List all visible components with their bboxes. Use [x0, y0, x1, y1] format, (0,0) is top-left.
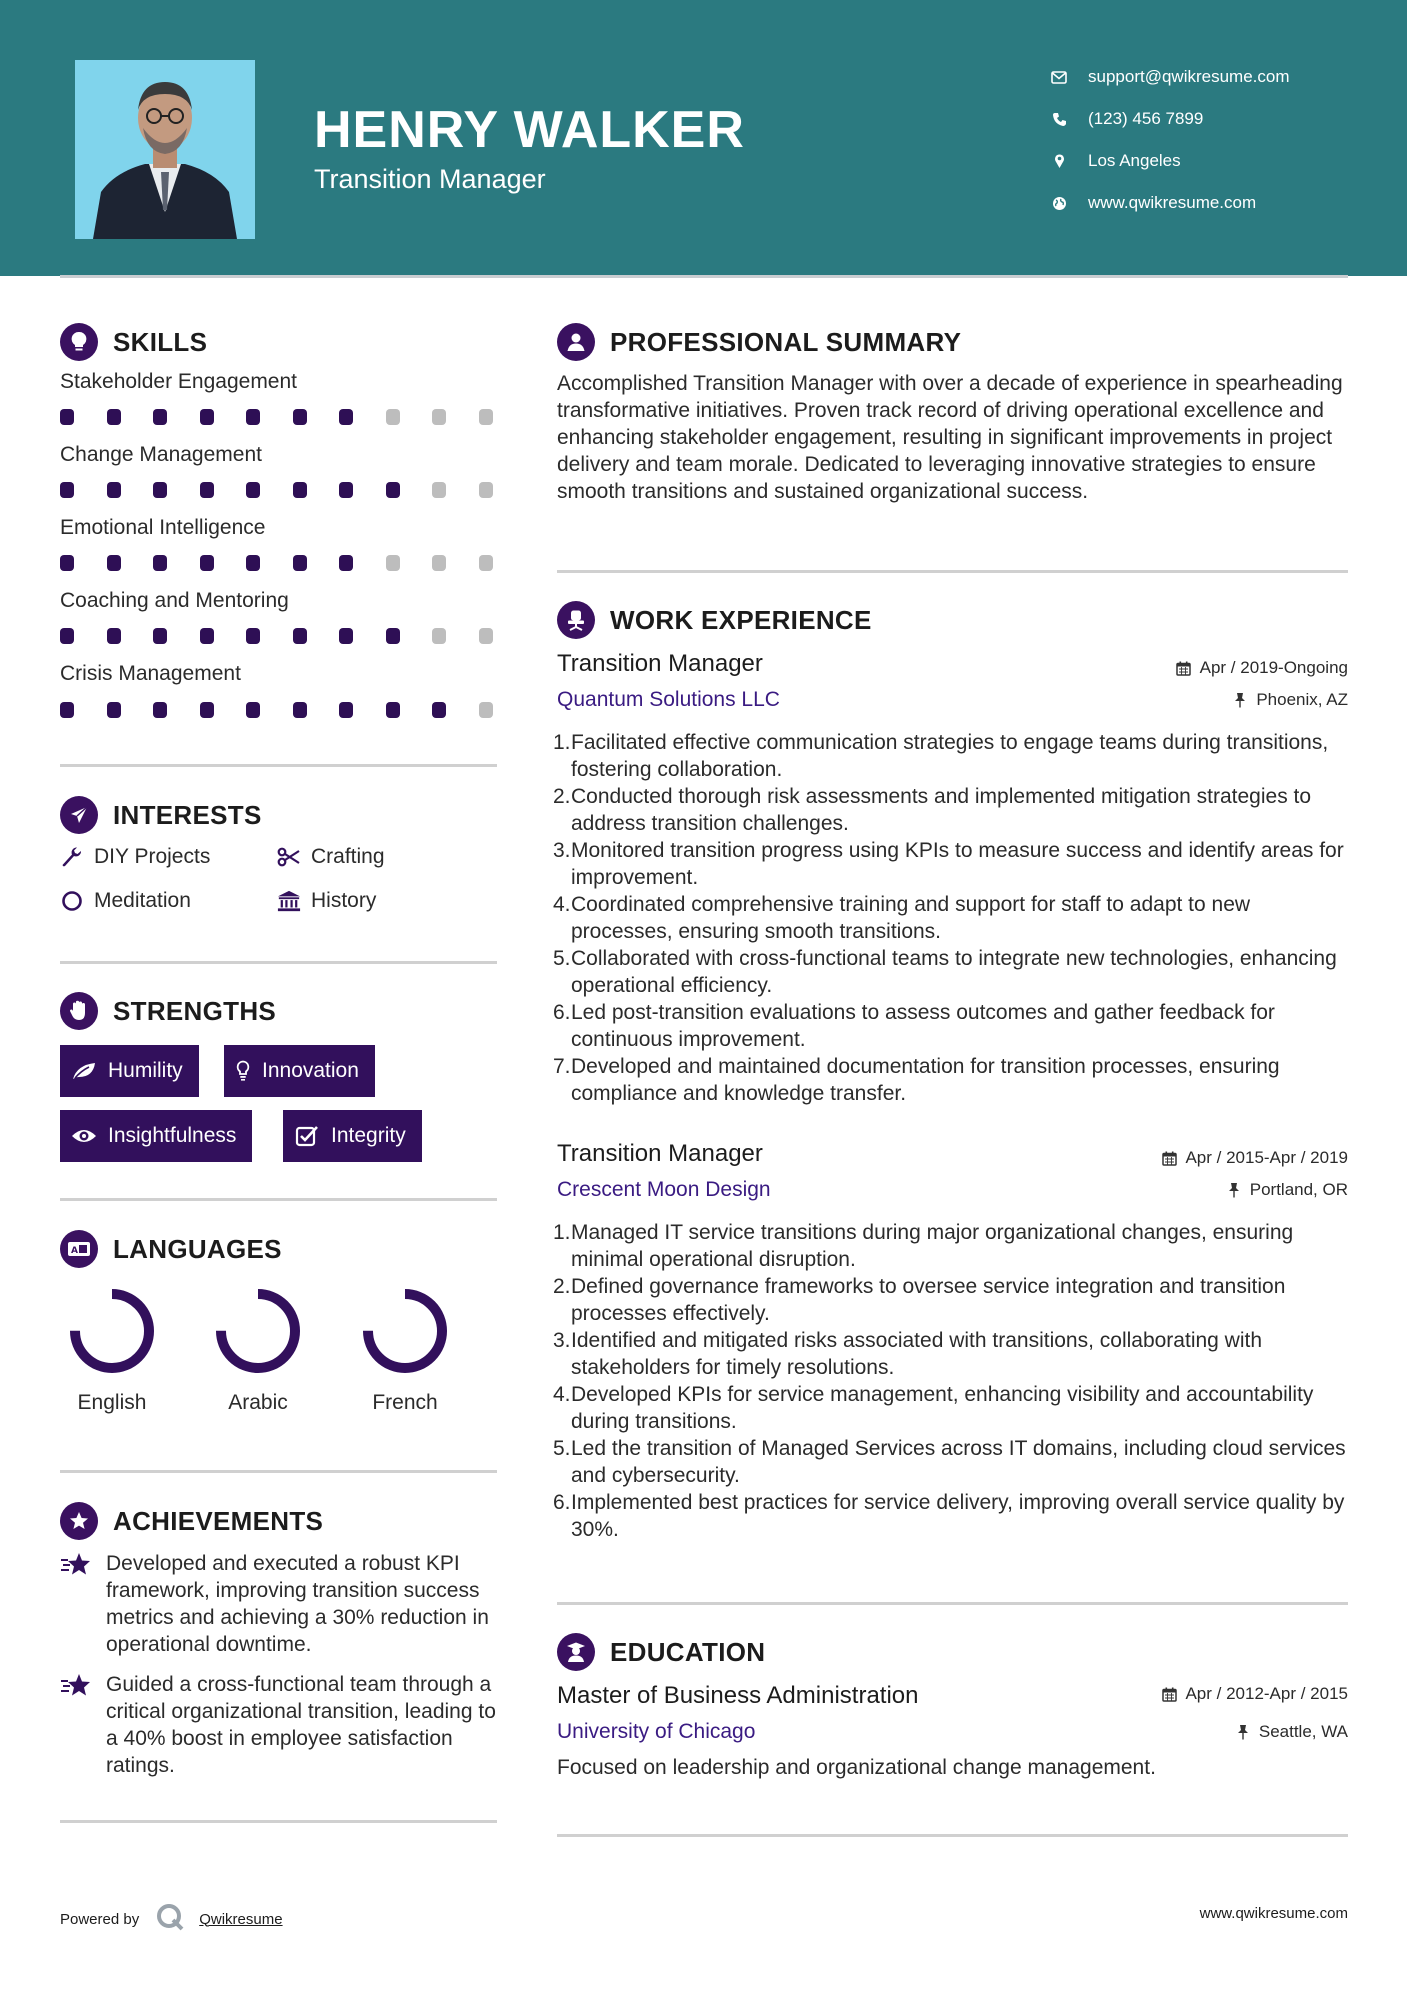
leaf-icon — [70, 1059, 98, 1083]
qwikresume-link[interactable]: Qwikresume — [199, 1910, 283, 1928]
rating-dot-filled — [339, 409, 353, 425]
education-dates-text: Apr / 2012-Apr / 2015 — [1185, 1684, 1348, 1703]
rating-dot-filled — [246, 409, 260, 425]
interest-item — [60, 889, 191, 913]
rating-dot-filled — [339, 482, 353, 498]
skills-heading — [60, 323, 207, 361]
interest-item — [277, 845, 385, 869]
rating-dot-filled — [200, 482, 214, 498]
duty-item — [553, 837, 1347, 891]
rating-dot-empty — [479, 702, 493, 718]
achievement-text: Developed and executed a robust KPI framework, improving transition success metrics and achieving a 30% reduction in operational downtime. — [106, 1552, 489, 1656]
rating-dot-filled — [60, 409, 74, 425]
rating-dot-filled — [293, 702, 307, 718]
duty-item — [553, 891, 1347, 945]
duty-text: Conducted thorough risk assessments and implemented mitigation strategies to address transition challenges. — [571, 785, 1312, 835]
education-description: Focused on leadership and organizational change management. — [557, 1756, 1156, 1779]
duty-text: Collaborated with cross-functional teams to integrate new technologies, enhancing operational efficiency. — [571, 947, 1337, 997]
job-dates — [1176, 658, 1348, 678]
strength-label: Insightfulness — [108, 1124, 237, 1147]
duty-item — [553, 945, 1347, 999]
duty-text: Identified and mitigated risks associated with transitions, collaborating with stakeholders for timely resolutions. — [571, 1329, 1263, 1379]
education-school: University of Chicago — [557, 1720, 756, 1743]
language-item — [345, 1285, 465, 1415]
interest-label: Crafting — [311, 845, 385, 868]
contact-list — [1050, 56, 1290, 224]
lightbulb-icon — [60, 323, 98, 361]
section-divider — [60, 1198, 497, 1201]
eye-icon — [70, 1124, 98, 1148]
language-level-arc — [221, 1294, 295, 1368]
lightbulb-icon — [234, 1059, 252, 1083]
achievements-title: ACHIEVEMENTS — [113, 1505, 324, 1536]
rating-dot-filled — [107, 482, 121, 498]
contact-website[interactable] — [1050, 182, 1290, 224]
header-divider — [60, 275, 1348, 278]
job-location — [1232, 690, 1348, 710]
rating-dot-filled — [339, 555, 353, 571]
rating-dot-filled — [246, 482, 260, 498]
strengths-title: STRENGTHS — [113, 995, 277, 1026]
skill-rating — [60, 555, 525, 571]
rating-dot-filled — [107, 628, 121, 644]
duty-number: 1. — [553, 1221, 571, 1244]
scissors-icon — [277, 845, 301, 869]
language-label: French — [372, 1391, 438, 1414]
education-location — [1235, 1722, 1348, 1742]
museum-icon — [277, 889, 301, 913]
rating-dot-empty — [386, 409, 400, 425]
languages-title: LANGUAGES — [113, 1233, 282, 1264]
duty-text: Implemented best practices for service delivery, improving overall service quality by 30%. — [571, 1491, 1345, 1541]
star-icon — [60, 1671, 94, 1701]
duty-number: 5. — [553, 947, 571, 970]
duty-number: 2. — [553, 785, 571, 808]
rating-dot-filled — [107, 702, 121, 718]
duty-text: Monitored transition progress using KPIs to measure success and identify areas for improvement. — [571, 839, 1344, 889]
star-icon — [60, 1550, 94, 1580]
rating-dot-filled — [153, 482, 167, 498]
svg-text:A: A — [71, 1246, 79, 1256]
languages-heading — [60, 1230, 282, 1268]
phone-icon — [1050, 110, 1068, 128]
rating-dot-filled — [339, 702, 353, 718]
rating-dot-filled — [293, 628, 307, 644]
language-label: English — [77, 1391, 147, 1414]
job-location — [1226, 1180, 1348, 1200]
rating-dot-empty — [432, 555, 446, 571]
rating-dot-filled — [200, 628, 214, 644]
profile-photo — [75, 60, 255, 239]
language-ring — [66, 1285, 158, 1377]
candidate-name: HENRY WALKER — [314, 101, 745, 159]
achievements-heading — [60, 1502, 323, 1540]
interest-label: DIY Projects — [94, 845, 211, 868]
powered-by-label: Powered by — [60, 1910, 140, 1928]
rating-dot-filled — [293, 555, 307, 571]
job-location-text: Portland, OR — [1249, 1180, 1348, 1199]
rating-dot-empty — [432, 482, 446, 498]
contact-email[interactable] — [1050, 56, 1290, 98]
skill-name: Stakeholder Engagement — [60, 370, 297, 393]
contact-email-text: support@qwikresume.com — [1088, 67, 1290, 86]
language-level-arc — [368, 1294, 442, 1368]
duty-text: Facilitated effective communication strategies to engage teams during transitions, fostering collaboration. — [571, 731, 1329, 781]
rating-dot-filled — [246, 702, 260, 718]
strength-badge — [224, 1045, 375, 1097]
rating-dot-empty — [432, 409, 446, 425]
duty-item — [553, 1053, 1347, 1107]
rating-dot-filled — [107, 409, 121, 425]
duty-number: 7. — [553, 1055, 571, 1078]
duty-number: 1. — [553, 731, 571, 754]
education-degree: Master of Business Administration — [557, 1682, 919, 1709]
interests-heading — [60, 796, 262, 834]
duty-item — [553, 1327, 1347, 1381]
skill-name: Emotional Intelligence — [60, 516, 266, 539]
experience-title: WORK EXPERIENCE — [610, 604, 872, 635]
language-ring — [359, 1285, 451, 1377]
job-duties-list — [553, 729, 1347, 1107]
duty-number: 6. — [553, 1001, 571, 1024]
duty-item — [553, 783, 1347, 837]
rating-dot-filled — [60, 702, 74, 718]
circle-icon — [60, 889, 84, 913]
education-dates — [1161, 1684, 1348, 1704]
rating-dot-filled — [432, 702, 446, 718]
strengths-heading — [60, 992, 276, 1030]
graduate-icon — [557, 1633, 595, 1671]
job-title: Transition Manager — [557, 650, 763, 677]
duty-item — [553, 729, 1347, 783]
achievement-text: Guided a cross-functional team through a critical organizational transition, leading to a 40% boost in employee satisfaction ratings. — [106, 1673, 496, 1777]
strength-badge — [283, 1110, 422, 1162]
job-dates-text: Apr / 2019-Ongoing — [1199, 658, 1348, 677]
job-title: Transition Manager — [557, 1140, 763, 1167]
rating-dot-filled — [246, 628, 260, 644]
duty-text: Developed KPIs for service management, enhancing visibility and accountability during transitions. — [571, 1383, 1314, 1433]
duty-number: 5. — [553, 1437, 571, 1460]
skill-rating — [60, 702, 525, 718]
achievement-item — [60, 1550, 500, 1658]
user-icon — [557, 323, 595, 361]
rating-dot-filled — [153, 628, 167, 644]
rating-dot-filled — [200, 409, 214, 425]
education-heading — [557, 1633, 765, 1671]
summary-title: PROFESSIONAL SUMMARY — [610, 326, 962, 357]
job-location-text: Phoenix, AZ — [1256, 690, 1348, 709]
duty-text: Developed and maintained documentation for transition processes, ensuring compliance and knowledge transfer. — [571, 1055, 1280, 1105]
star-badge-icon — [60, 1502, 98, 1540]
language-item — [198, 1285, 318, 1415]
rating-dot-filled — [153, 555, 167, 571]
duty-number: 4. — [553, 893, 571, 916]
section-divider — [60, 1820, 497, 1823]
rating-dot-filled — [293, 482, 307, 498]
resume-header — [0, 0, 1407, 276]
rating-dot-empty — [479, 555, 493, 571]
section-divider — [60, 961, 497, 964]
rating-dot-filled — [200, 702, 214, 718]
duty-item — [553, 1273, 1347, 1327]
rating-dot-empty — [479, 482, 493, 498]
skill-name: Coaching and Mentoring — [60, 589, 289, 612]
pushpin-icon — [1226, 1182, 1242, 1198]
rating-dot-filled — [293, 409, 307, 425]
globe-icon — [1050, 194, 1068, 212]
duty-text: Defined governance frameworks to oversee service integration and transition processes effectively. — [571, 1275, 1286, 1325]
summary-text: Accomplished Transition Manager with over a decade of experience in spearheading transformative initiatives. Proven track record of driving operational excellence and enhancing stakeholder engagement, resulting in significant improvements in project delivery and team morale. Dedicated to leveraging innovative strategies to ensure smooth transitions and sustained organizational success. — [557, 372, 1343, 503]
skill-rating — [60, 628, 525, 644]
job-company: Quantum Solutions LLC — [557, 688, 780, 711]
interest-item — [60, 845, 210, 869]
section-divider — [557, 1834, 1348, 1837]
duty-number: 3. — [553, 839, 571, 862]
rating-dot-filled — [386, 482, 400, 498]
duty-item — [553, 1381, 1347, 1435]
rating-dot-filled — [200, 555, 214, 571]
job-duties-list — [553, 1219, 1347, 1543]
job-company: Crescent Moon Design — [557, 1178, 771, 1201]
strength-label: Humility — [108, 1059, 183, 1082]
calendar-icon — [1161, 1686, 1177, 1702]
duty-text: Managed IT service transitions during major organizational changes, ensuring minimal operational disruption. — [571, 1221, 1294, 1271]
footer-url[interactable]: www.qwikresume.com — [1199, 1905, 1348, 1922]
calendar-icon — [1176, 660, 1192, 676]
rating-dot-filled — [386, 628, 400, 644]
envelope-icon — [1050, 68, 1068, 86]
contact-website-text: www.qwikresume.com — [1088, 193, 1257, 212]
job-dates — [1161, 1148, 1348, 1168]
wrench-icon — [60, 845, 84, 869]
summary-heading — [557, 323, 961, 361]
education-location-text: Seattle, WA — [1258, 1722, 1348, 1741]
duty-number: 6. — [553, 1491, 571, 1514]
powered-by — [60, 1902, 283, 1936]
office-chair-icon — [557, 601, 595, 639]
paper-plane-icon — [60, 796, 98, 834]
section-divider — [557, 570, 1348, 573]
duty-text: Led the transition of Managed Services across IT domains, including cloud services and cybersecurity. — [571, 1437, 1346, 1487]
interest-item — [277, 889, 376, 913]
duty-text: Coordinated comprehensive training and support for staff to adapt to new processes, ensuring smooth transitions. — [571, 893, 1251, 943]
interest-label: Meditation — [94, 889, 191, 912]
strength-label: Integrity — [331, 1124, 406, 1147]
duty-number: 3. — [553, 1329, 571, 1352]
rating-dot-filled — [60, 555, 74, 571]
language-ring — [212, 1285, 304, 1377]
rating-dot-empty — [479, 409, 493, 425]
section-divider — [60, 764, 497, 767]
pushpin-icon — [1232, 692, 1248, 708]
interest-label: History — [311, 889, 377, 912]
candidate-role: Transition Manager — [314, 164, 546, 194]
rating-dot-filled — [153, 702, 167, 718]
duty-item — [553, 999, 1347, 1053]
raised-hand-icon — [60, 992, 98, 1030]
strength-label: Innovation — [262, 1059, 359, 1082]
duty-number: 2. — [553, 1275, 571, 1298]
contact-location-text: Los Angeles — [1088, 151, 1181, 170]
skill-rating — [60, 482, 525, 498]
rating-dot-filled — [153, 409, 167, 425]
section-divider — [60, 1470, 497, 1473]
job-dates-text: Apr / 2015-Apr / 2019 — [1185, 1148, 1348, 1167]
language-level-arc — [75, 1294, 149, 1368]
strength-badge — [60, 1110, 252, 1162]
duty-text: Led post-transition evaluations to assess outcomes and gather feedback for continuous improvement. — [571, 1001, 1275, 1051]
rating-dot-empty — [432, 628, 446, 644]
duty-item — [553, 1435, 1347, 1489]
contact-phone-text: (123) 456 7899 — [1088, 109, 1204, 128]
skills-title: SKILLS — [113, 326, 208, 357]
interests-title: INTERESTS — [113, 799, 262, 830]
duty-item — [553, 1489, 1347, 1543]
achievement-item — [60, 1671, 500, 1779]
language-icon — [60, 1230, 98, 1268]
experience-heading — [557, 601, 872, 639]
duty-item — [553, 1219, 1347, 1273]
calendar-icon — [1161, 1150, 1177, 1166]
map-pin-icon — [1050, 152, 1068, 170]
rating-dot-filled — [107, 555, 121, 571]
qwikresume-logo-icon — [155, 1902, 185, 1936]
language-item — [52, 1285, 172, 1415]
rating-dot-filled — [246, 555, 260, 571]
duty-number: 4. — [553, 1383, 571, 1406]
rating-dot-empty — [479, 628, 493, 644]
education-title: EDUCATION — [610, 1636, 766, 1667]
contact-location — [1050, 140, 1290, 182]
rating-dot-filled — [339, 628, 353, 644]
pushpin-icon — [1235, 1724, 1251, 1740]
strength-badge — [60, 1045, 199, 1097]
language-label: Arabic — [228, 1391, 288, 1414]
rating-dot-empty — [386, 555, 400, 571]
rating-dot-filled — [60, 628, 74, 644]
check-square-icon — [293, 1124, 321, 1148]
contact-phone[interactable] — [1050, 98, 1290, 140]
skill-name: Crisis Management — [60, 662, 241, 685]
skill-rating — [60, 409, 525, 425]
rating-dot-filled — [60, 482, 74, 498]
section-divider — [557, 1602, 1348, 1605]
skill-name: Change Management — [60, 443, 262, 466]
rating-dot-filled — [386, 702, 400, 718]
